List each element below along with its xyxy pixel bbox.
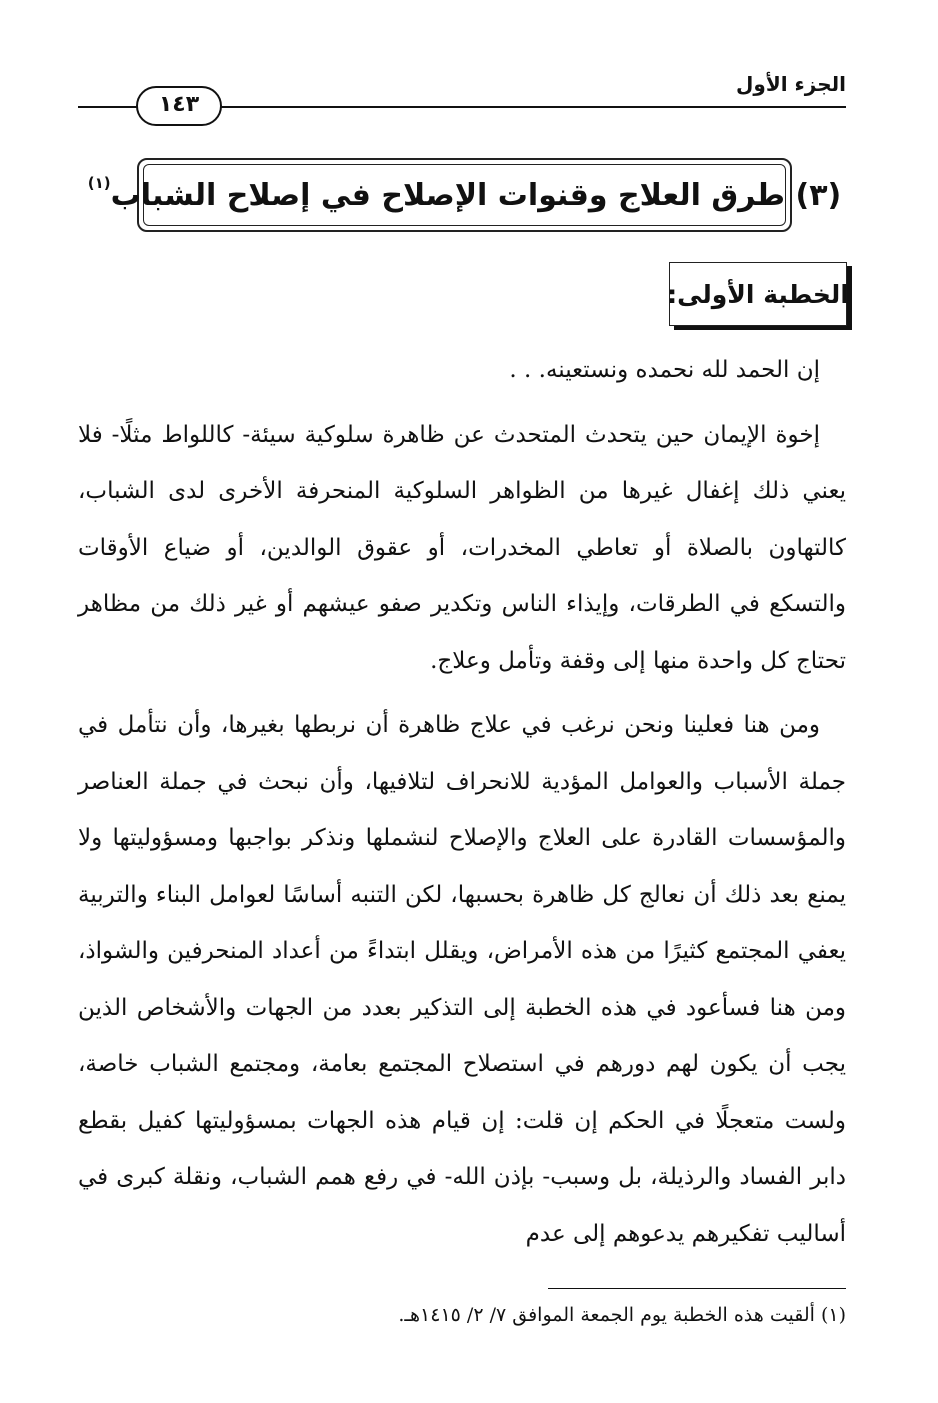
chapter-footnote-marker: (١) bbox=[87, 174, 111, 192]
footnote: (١) ألقيت هذه الخطبة يوم الجمعة الموافق ٧/ ٢/ ١٤١٥هـ. bbox=[398, 1304, 846, 1326]
body-text bbox=[78, 342, 846, 1262]
chapter-title-inner-frame bbox=[87, 164, 842, 226]
section-heading-box bbox=[669, 262, 847, 326]
page-number-badge: ١٤٣ bbox=[136, 86, 222, 126]
running-header-title: الجزء الأول bbox=[736, 72, 846, 96]
opening-line: إن الحمد لله نحمده ونستعينه. . . bbox=[509, 357, 820, 383]
paragraph-2: ومن هنا فعلينا ونحن نرغب في علاج ظاهرة أن نربطها بغيرها، وأن نتأمل في جملة الأسباب والعوامل المؤدية للانحراف لتلافيها، وأن نبحث في جملة العناصر والمؤسسات القادرة على العلاج والإصلاح لنشملها ونذكر بواجبها ومسؤوليتها ولا يمنع بعد ذلك أن نعالج كل ظاهرة بحسبها، لكن التنبه أساسًا لعوامل البناء والتربية يعفي المجتمع كثيرًا من هذه الأمراض، ويقلل ابتداءً من أعداد المنحرفين والشواذ، ومن هنا فسأعود في هذه الخطبة إلى التذكير بعدد من الجهات والأشخاص الذين يجب أن يكون لهم دورهم في استصلاح المجتمع بعامة، ومجتمع الشباب خاصة، ولست متعجلًا في الحكم إن قلت: إن قيام هذه الجهات بمسؤوليتها كفيل بقطع دابر الفساد والرذيلة، بل وسبب- بإذن الله- في رفع همم الشباب، ونقلة كبرى في أساليب تفكيرهم يدعوهم إلى عدم bbox=[78, 712, 847, 1247]
chapter-title: (٣) طرق العلاج وقنوات الإصلاح في إصلاح الشباب bbox=[110, 177, 842, 213]
section-heading: الخطبة الأولى: bbox=[667, 279, 849, 309]
chapter-title-frame bbox=[87, 158, 842, 232]
footnote-rule bbox=[548, 1288, 846, 1289]
paragraph-1: إخوة الإيمان حين يتحدث المتحدث عن ظاهرة سلوكية سيئة- كاللواط مثلًا- فلا يعني ذلك إغفال غيرها من الظواهر السلوكية المنحرفة الأخرى لدى الشباب، كالتهاون بالصلاة أو تعاطي المخدرات، أو عقوق الوالدين، أو ضياع الأوقات والتسكع في الطرقات، وإيذاء الناس وتكدير صفو عيشهم أو غير ذلك من مظاهر تحتاج كل واحدة منها إلى وقفة وتأمل وعلاج. bbox=[78, 421, 846, 674]
